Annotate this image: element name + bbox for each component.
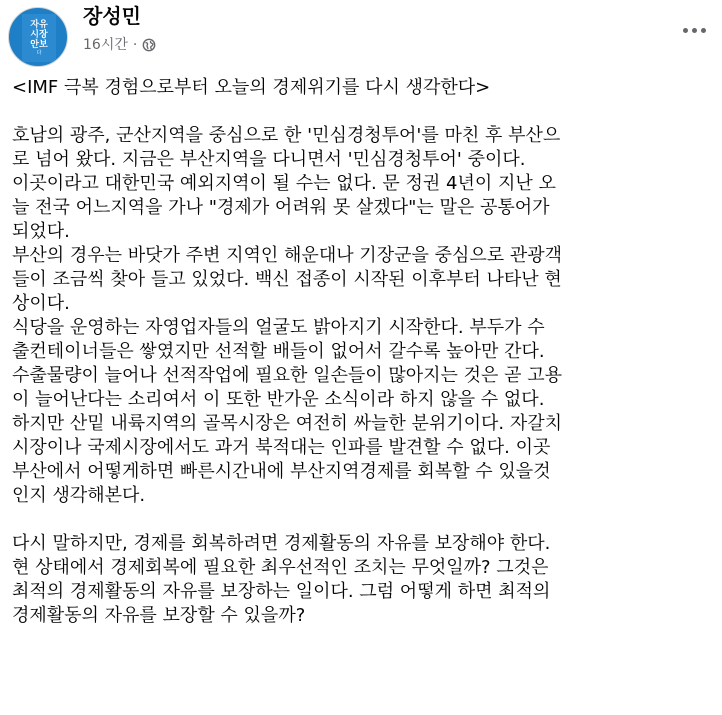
paragraph-gap xyxy=(12,508,716,532)
author-name[interactable]: 장성민 xyxy=(83,4,141,28)
more-horizontal-icon xyxy=(681,28,708,33)
meta-separator: · xyxy=(132,37,138,53)
post-paragraph-1: 호남의 광주, 군산지역을 중심으로 한 '민심경청투어'를 마친 후 부산으 로 넘어 왔다. 지금은 부산지역을 다니면서 '민심경청투어' 중이다. 이곳이라고 대한민국 예외지역이 될 수는 없다. 문 정권 4년이 지난 오 늘 전국 어느지역을 가나 "경제가 어려워 못 살겠다"는 말은 공통어가 되었다. 부산의 경우는 바닷가 주변 지역인 해운대나 기장군을 중심으로 관광객 들이 조금씩 찾아 들고 있었다. 백신 접종이 시작된 이후부터 나타난 현 상이다. 식당을 운영하는 자영업자들의 얼굴도 밝아지기 시작한다. 부두가 수 출컨테이너들은 쌓였지만 선적할 배들이 없어서 갈수록 높아만 간다. 수출물량이 늘어나 선적작업에 필요한 일손들이 많아지는 것은 곧 고용 이 늘어난다는 소리여서 이 또한 반가운 소식이라 하지 않을 수 없다. 하지만 산밑 내륙지역의 골목시장은 여전히 싸늘한 분위기이다. 자갈치 시장이나 국제시장에서도 과거 북적대는 인파를 발견할 수 없다. 이곳 부산에서 어떻게하면 빠른시간내에 부산지역경제를 회복할 수 있을것 인지 생각해본다. xyxy=(12,125,563,506)
avatar[interactable] xyxy=(8,7,68,67)
post-time[interactable]: 16시간 xyxy=(83,37,128,53)
post-meta xyxy=(83,35,156,55)
more-options-button[interactable] xyxy=(676,18,712,42)
globe-icon[interactable] xyxy=(142,38,156,52)
avatar-text-2: 시장 xyxy=(30,30,48,40)
avatar-text-1: 자유 xyxy=(30,20,48,30)
post-body xyxy=(12,76,716,628)
post-title: <IMF 극복 경험으로부터 오늘의 경제위기를 다시 생각한다> xyxy=(12,77,491,98)
post-header xyxy=(0,0,722,72)
avatar-text-3: 안보 xyxy=(30,40,48,50)
paragraph-gap xyxy=(12,100,716,124)
book-cover-image xyxy=(22,14,56,62)
post-paragraph-2: 다시 말하지만, 경제를 회복하려면 경제활동의 자유를 보장해야 한다. 현 상태에서 경제회복에 필요한 최우선적인 조치는 무엇일까? 그것은 최적의 경제활동의 자유를 보장하는 일이다. 그럼 어떻게 하면 최적의 경제활동의 자유를 보장할 수 있을까? xyxy=(12,533,551,626)
avatar-text-4: 다 xyxy=(36,50,42,56)
